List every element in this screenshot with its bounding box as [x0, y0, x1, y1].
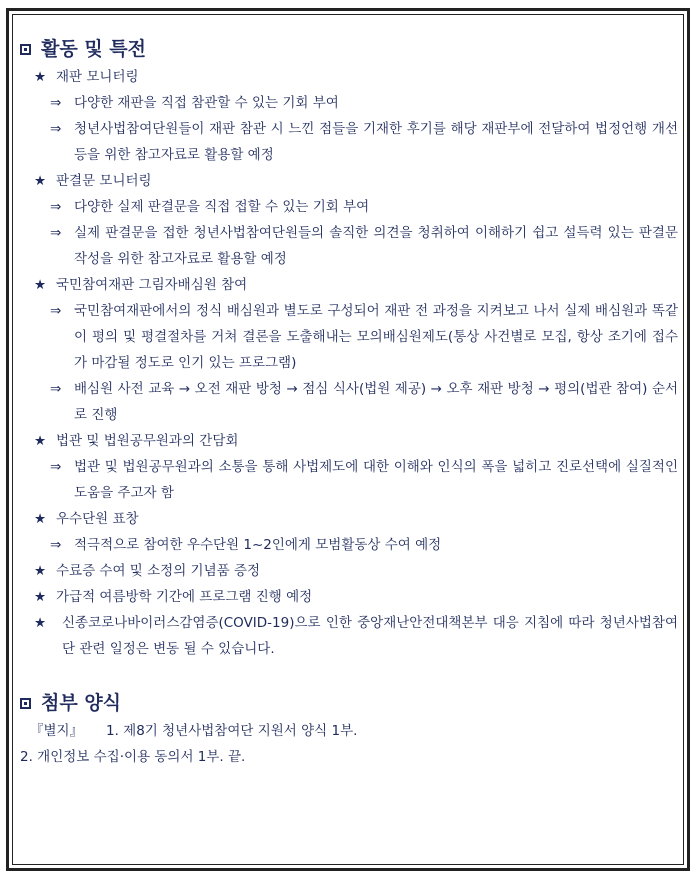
- activity-detail: [20, 376, 684, 428]
- star-icon: ★: [34, 433, 47, 449]
- attachment-item: 2. 개인정보 수집·이용 동의서 1부. 끝.: [20, 749, 246, 765]
- arrow-icon: ⇒: [50, 121, 62, 137]
- star-icon: ★: [34, 277, 47, 293]
- star-icon: ★: [34, 69, 47, 85]
- activity-item: [20, 428, 684, 454]
- square-bullet-icon: [20, 44, 31, 55]
- star-icon: ★: [34, 511, 47, 527]
- square-bullet-icon: [20, 698, 31, 709]
- section-title-text: 활동 및 특전: [41, 38, 146, 60]
- activity-item: [20, 584, 684, 610]
- activity-detail-text: 국민참여재판에서의 정식 배심원과 별도로 구성되어 재판 전 과정을 지켜보고 나서 실제 배심원과 똑같이 평의 및 평결절차를 거쳐 결론을 도출해내는 모의배심원제도(통상 사건별로 모집, 항상 조기에 접수가 마감될 정도로 인기 있는 프로그램): [74, 303, 678, 371]
- arrow-icon: ⇒: [50, 303, 62, 319]
- activity-detail-text: 적극적으로 참여한 우수단원 1~2인에게 모범활동상 수여 예정: [74, 537, 442, 553]
- activity-detail: [20, 454, 684, 506]
- section-title-attachments: [20, 688, 684, 718]
- activity-label: 우수단원 표창: [56, 511, 139, 527]
- star-icon: ★: [34, 563, 47, 579]
- activity-label: 수료증 수여 및 소정의 기념품 증정: [56, 563, 261, 579]
- attachment-tag: 『별지』: [30, 723, 84, 739]
- activity-detail: [20, 220, 684, 272]
- activity-label: 가급적 여름방학 기간에 프로그램 진행 예정: [56, 589, 313, 605]
- activity-label: 법관 및 법원공무원과의 간담회: [56, 433, 239, 449]
- activity-detail: [20, 194, 684, 220]
- activity-item: [20, 272, 684, 298]
- arrow-icon: ⇒: [50, 537, 62, 553]
- section-title-text: 첨부 양식: [41, 692, 122, 714]
- activity-detail: [20, 116, 684, 168]
- activity-detail-text: 다양한 실제 판결문을 직접 접할 수 있는 기회 부여: [74, 199, 370, 215]
- activity-item: [20, 506, 684, 532]
- covid-notice: [20, 610, 684, 662]
- activity-detail-text: 법관 및 법원공무원과의 소통을 통해 사법제도에 대한 이해와 인식의 폭을 넓히고 진로선택에 실질적인 도움을 주고자 함: [74, 459, 678, 501]
- activity-item: [20, 558, 684, 584]
- activity-item: [20, 168, 684, 194]
- star-icon: ★: [34, 173, 47, 189]
- activity-label: 판결문 모니터링: [56, 173, 152, 189]
- activity-label: 재판 모니터링: [56, 69, 139, 85]
- activity-detail: [20, 298, 684, 376]
- notice-text: 신종코로나바이러스감염증(COVID-19)으로 인한 중앙재난안전대책본부 대응 지침에 따라 청년사법참여단 관련 일정은 변동 될 수 있습니다.: [62, 615, 678, 657]
- star-icon: ★: [34, 615, 47, 631]
- activity-detail: [20, 90, 684, 116]
- activity-detail: [20, 532, 684, 558]
- arrow-icon: ⇒: [50, 381, 62, 397]
- attachment-item: 1. 제8기 청년사법참여단 지원서 양식 1부.: [106, 723, 358, 739]
- activity-label: 국민참여재판 그림자배심원 참여: [56, 277, 248, 293]
- arrow-icon: ⇒: [50, 459, 62, 475]
- attachment-line-2: [20, 744, 684, 770]
- section-title-activities: [20, 34, 684, 64]
- star-icon: ★: [34, 589, 47, 605]
- arrow-icon: ⇒: [50, 199, 62, 215]
- arrow-icon: ⇒: [50, 95, 62, 111]
- activity-detail-text: 청년사법참여단원들이 재판 참관 시 느낀 점들을 기재한 후기를 해당 재판부에 전달하여 법정언행 개선 등을 위한 참고자료로 활용할 예정: [74, 121, 678, 163]
- document-body: [20, 34, 684, 770]
- activity-detail-text: 배심원 사전 교육 → 오전 재판 방청 → 점심 식사(법원 제공) → 오후 재판 방청 → 평의(법관 참여) 순서로 진행: [74, 381, 678, 423]
- activity-detail-text: 실제 판결문을 접한 청년사법참여단원들의 솔직한 의견을 청취하여 이해하기 쉽고 설득력 있는 판결문 작성을 위한 참고자료로 활용할 예정: [74, 225, 678, 267]
- attachment-line-1: [20, 718, 684, 744]
- arrow-icon: ⇒: [50, 225, 62, 241]
- activity-detail-text: 다양한 재판을 직접 참관할 수 있는 기회 부여: [74, 95, 339, 111]
- activity-item: [20, 64, 684, 90]
